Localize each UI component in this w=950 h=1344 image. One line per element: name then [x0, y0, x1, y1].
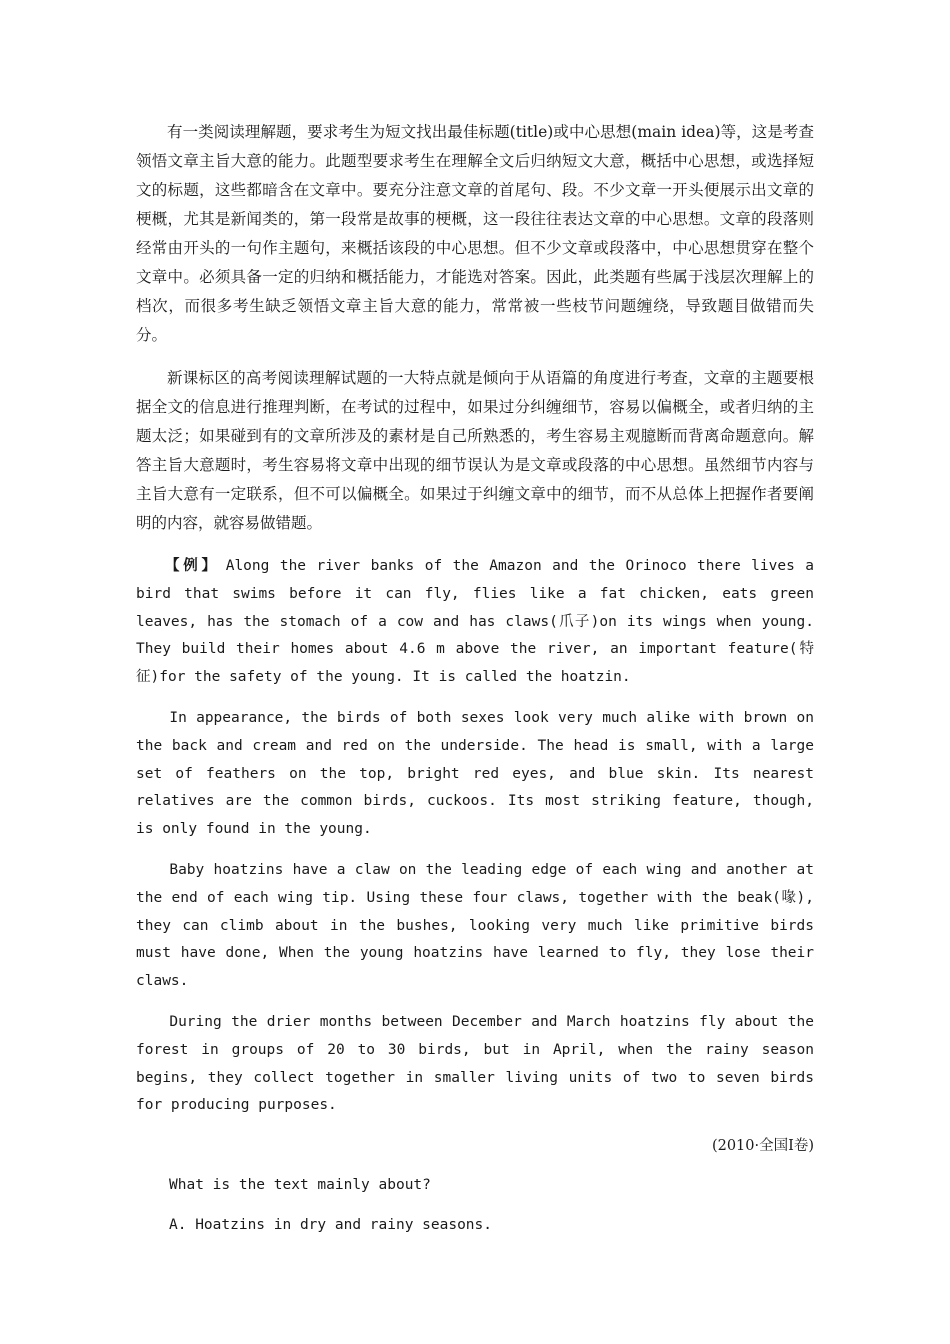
example-tag: 【例】	[165, 557, 220, 574]
option-a: A. Hoatzins in dry and rainy seasons.	[169, 1217, 493, 1234]
source-citation: (2010·全国Ⅰ卷)	[711, 1138, 814, 1155]
intro-paragraph-2: 新课标区的高考阅读理解试题的一大特点就是倾向于从语篇的角度进行考查，文章的主题要根据全文的信息进行推理判断，在考试的过程中，如果过分纠缠细节，容易以偏概全，或者归纳的主题太泛；如果碰到有的文章所涉及的素材是自己所熟悉的，考生容易主观臆断而背离命题意向。解答主旨大意题时，考生容易将文章中出现的细节误认为是文章或段落的中心思想。虽然细节内容与主旨大意有一定联系，但不可以偏概全。如果过于纠缠文章中的细节，而不从总体上把握作者要阐明的内容，就容易做错题。	[136, 369, 814, 532]
example-paragraph-1	[136, 552, 814, 692]
document-page	[136, 118, 814, 1239]
example-paragraph-1-text: Along the river banks of the Amazon and the Orinoco there lives a bird that swims before it can fly, flies like a fat chicken, eats green leaves, has the stomach of a cow and has claws(爪子)on its wings when young. They build their homes about 4.6 m above the river, an important feature(特征)for the safety of the young. It is called the hoatzin.	[136, 558, 815, 686]
intro-paragraph-1: 有一类阅读理解题，要求考生为短文找出最佳标题(title)或中心思想(main idea)等，这是考查领悟文章主旨大意的能力。此题型要求考生在理解全文后归纳短文大意，概括中心思想，或选择短文的标题，这些都暗含在文章中。要充分注意文章的首尾句、段。不少文章一开头便展示出文章的梗概，尤其是新闻类的，第一段常是故事的梗概，这一段往往表达文章的中心思想。文章的段落则经常由开头的一句作主题句，来概括该段的中心思想。但不少文章或段落中，中心思想贯穿在整个文章中。必须具备一定的归纳和概括能力，才能选对答案。因此，此类题有些属于浅层次理解上的档次，而很多考生缺乏领悟文章主旨大意的能力，常常被一些枝节问题缠绕，导致题目做错而失分。	[136, 123, 814, 344]
example-paragraph-3: Baby hoatzins have a claw on the leading edge of each wing and another at the end of each wing tip. Using these four claws, together with the beak(喙), they can climb about in the bushes, looking very much like primitive birds must have done, When the young hoatzins have learned to fly, they lose their claws.	[136, 861, 814, 990]
example-paragraph-2: In appearance, the birds of both sexes look very much alike with brown on the back and cream and red on the underside. The head is small, with a large set of feathers on the top, bright red eyes, and blue skin. Its nearest relatives are the common birds, cuckoos. Its most striking feature, though, is only found in the young.	[136, 709, 814, 838]
example-paragraph-4: During the drier months between December and March hoatzins fly about the forest in groups of 20 to 30 birds, but in April, when the rainy season begins, they collect together in smaller living units of two to seven birds for producing purposes.	[136, 1013, 814, 1114]
question-stem: What is the text mainly about?	[169, 1177, 431, 1194]
